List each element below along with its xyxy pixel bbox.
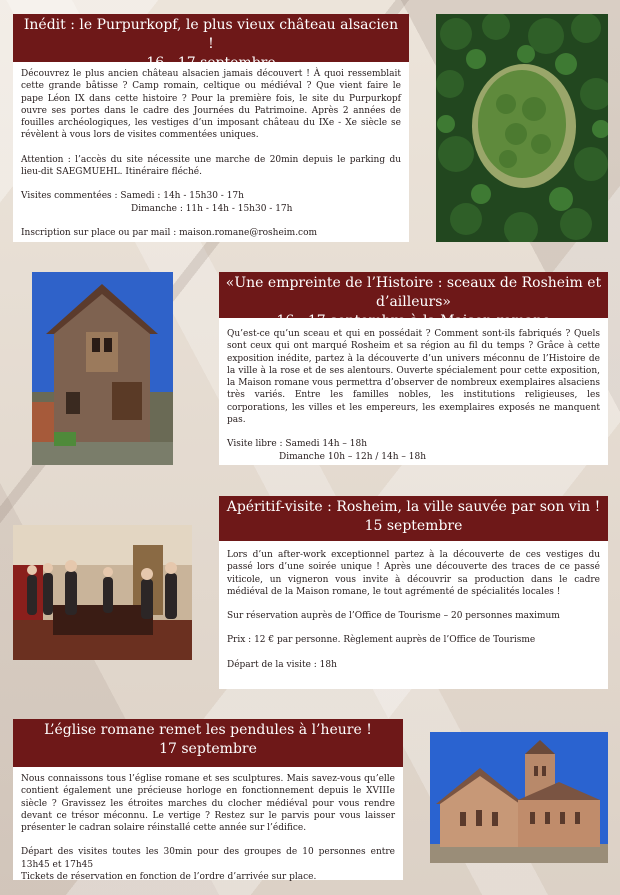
section3-text (219, 541, 608, 689)
wine-tasting-photo (13, 525, 192, 660)
romanesque-church-photo (430, 732, 608, 863)
section1-registration: Inscription sur place ou par mail : maison.romane@rosheim.com (21, 227, 318, 238)
section4-title: L’église romane remet les pendules à l’heure ! (44, 722, 372, 738)
section1-visits-sunday: Dimanche : 11h - 14h - 15h30 - 17h (131, 203, 293, 214)
section1-title: Inédit : le Purpurkopf, le plus vieux château alsacien ! (23, 17, 399, 52)
section4-text (13, 767, 403, 883)
section3-price: Prix : 12 € par personne. Règlement auprès de l’Office de Tourisme (227, 635, 536, 646)
section1-access-note: Attention : l’accès du site nécessite une marche de 20min depuis le parking du lieu-dit SAEGMUEHL. Itinéraire fléché. (21, 154, 401, 178)
section3-paragraph: Lors d’un after-work exceptionnel partez à la découverte de ces vestiges du passé lors d’une soirée unique ! Après une découverte des traces de ce passé viticole, un vigneron vous invite à découvrir sa production dans le cadre médiéval de la Maison romane, le tout agrémenté de spécialités locales ! (227, 550, 600, 597)
section4-date: 17 septembre (159, 741, 257, 757)
section1-title-bar (13, 14, 409, 62)
section2-visit-saturday: Visite libre : Samedi 14h – 18h (227, 439, 368, 450)
section3-title-bar (219, 496, 608, 541)
section3-departure: Départ de la visite : 18h (227, 659, 337, 670)
section1-text (13, 62, 409, 242)
section4-departures: Départ des visites toutes les 30min pour des groupes de 10 personnes entre 13h45 et 17h45 (21, 847, 395, 870)
section3-date: 15 septembre (364, 518, 463, 534)
section2-text (219, 318, 608, 465)
section4-tickets: Tickets de réservation en fonction de l’ordre d’arrivée sur place. (21, 872, 317, 883)
section3-reservation: Sur réservation auprès de l’Office de Tourisme – 20 personnes maximum (227, 611, 560, 622)
romanesque-house-photo (32, 272, 173, 465)
section2-title: «Une empreinte de l’Histoire : sceaux de Rosheim et d’ailleurs» (225, 275, 602, 310)
section1-paragraph: Découvrez le plus ancien château alsacien jamais découvert ! À quoi ressemblait cette grande bâtisse ? Camp romain, celtique ou médiéval ? Que vient faire le pape Léon IX dans cette histoire ? Pour la première fois, le site du Purpurkopf ouvre ses portes dans le cadre des Journées du Patrimoine. Après 2 années de fouilles archéologiques, les vestiges d’un imposant château du IXe - Xe siècle se révèlent à vous lors de visites commentées uniques. (21, 69, 401, 141)
section2-visit-sunday: Dimanche 10h – 12h / 14h – 18h (279, 451, 427, 462)
section2-paragraph: Qu’est-ce qu’un sceau et qui en possédait ? Comment sont-ils fabriqués ? Quels sont ceux qui ont marqué Rosheim et sa région au fil du temps ? Grâce à cette exposition inédite, partez à la découverte d’un univers méconnu de l’Histoire de la ville à la rose et de ses alentours. Ouverte spécialement pour cette exposition, la Maison romane vous permettra d’observer de nombreux exemplaires alsaciens très variés. Entre les familles nobles, les institutions religieuses, les corporations, les villes et les empereurs, les exemplaires exposés ne manquent pas. (227, 329, 600, 426)
forest-aerial-photo (436, 14, 608, 242)
section1-visits-saturday: Visites commentées : Samedi : 14h - 15h30 - 17h (21, 191, 244, 202)
section2-title-bar (219, 272, 608, 318)
section4-paragraph: Nous connaissons tous l’église romane et ses sculptures. Mais savez-vous qu’elle contient également une précieuse horloge en fonctionnement depuis le XVIIIe siècle ? Gravissez les étroites marches du clocher médiéval pour vous rendre devant ce trésor méconnu. Le vertige ? Restez sur le parvis pour vous laisser présenter le cadran solaire réinstallé cette année sur l’édifice. (21, 774, 395, 834)
section3-title: Apéritif-visite : Rosheim, la ville sauvée par son vin ! (226, 499, 601, 515)
section4-title-bar (13, 719, 403, 767)
